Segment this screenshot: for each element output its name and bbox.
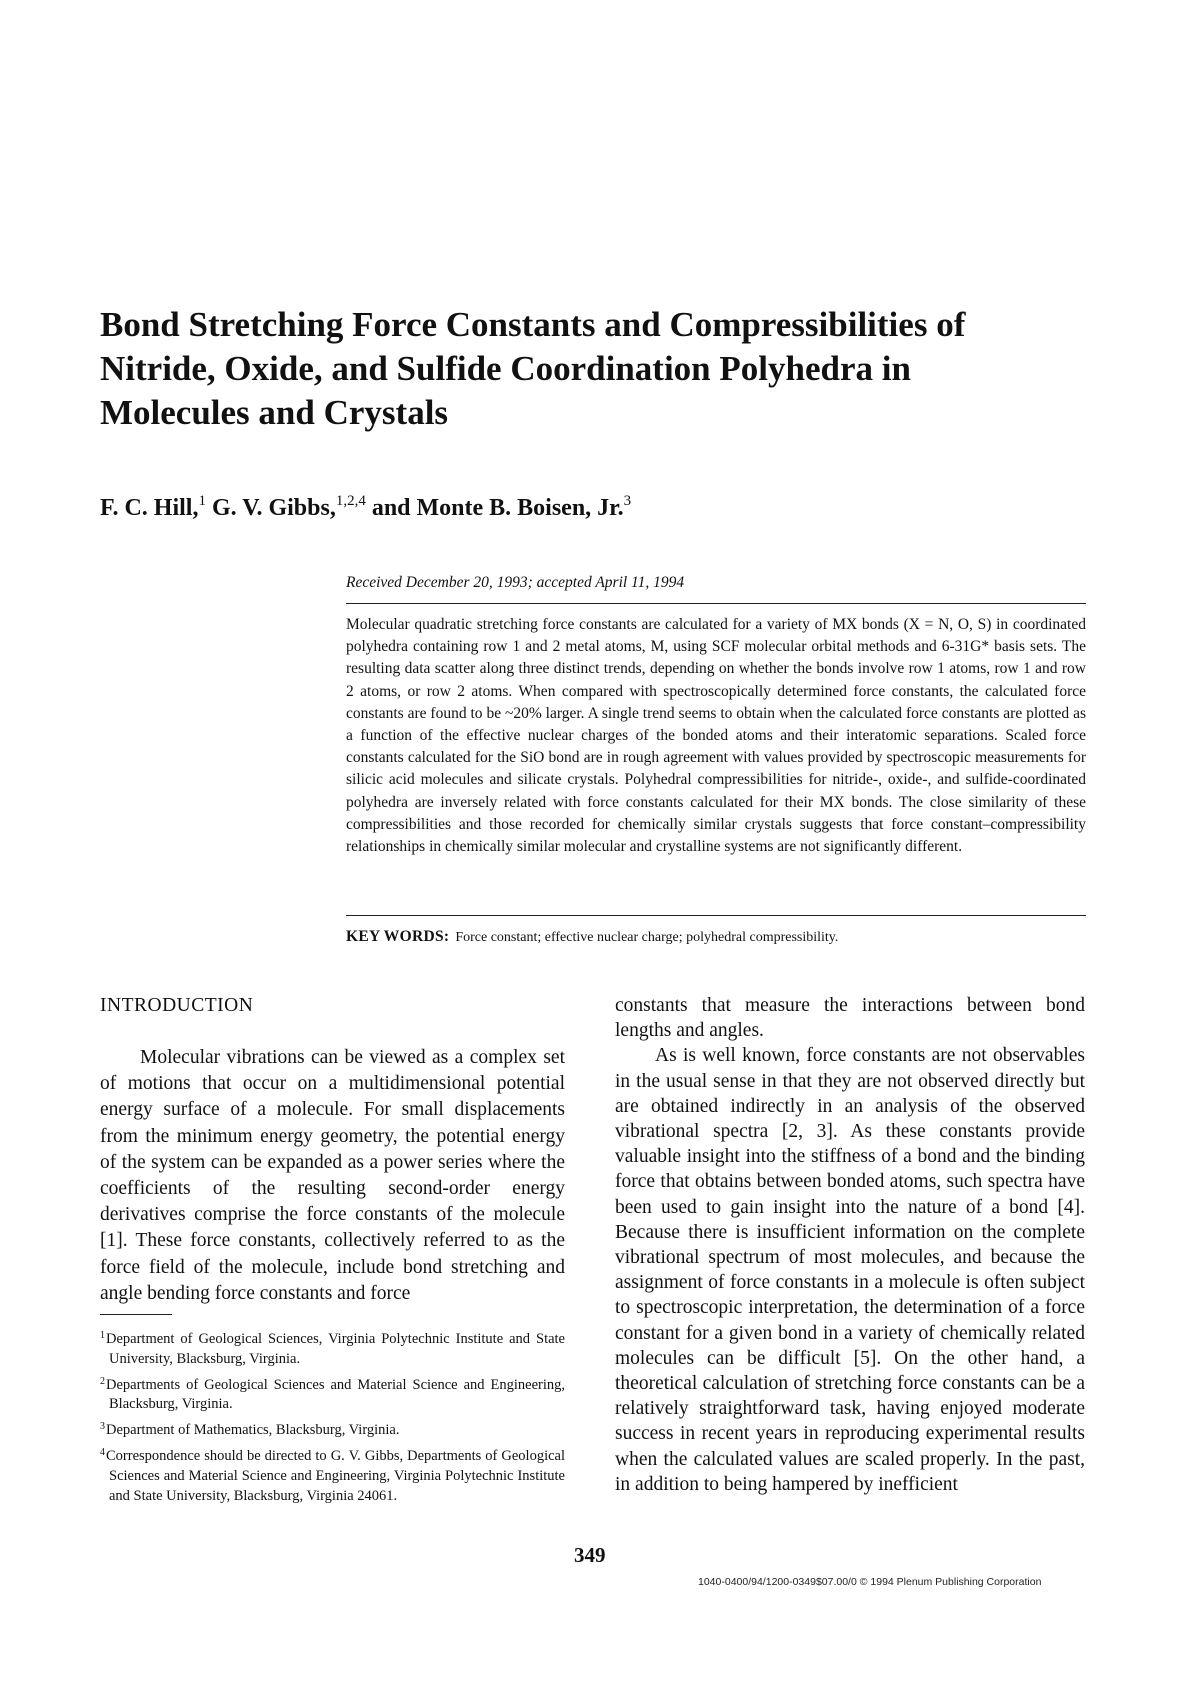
abstract: Molecular quadratic stretching force constants are calculated for a variety of MX bonds (X = N, O, S) in coordinated polyhedra containing row 1 and 2 metal atoms, M, using SCF molecular orbital methods and 6-31G* basis sets. The resulting data scatter along three distinct trends, depending on whether the bonds involve row 1 atoms, row 1 and row 2 atoms, or row 2 atoms. When compared with spectroscopically determined force constants, the calculated force constants are found to be ~20% larger. A single trend seems to obtain when the calculated force constants are plotted as a function of the effective nuclear charges of the bonded atoms and their interatomic separations. Scaled force constants calculated for the SiO bond are in rough agreement with values provided by spectroscopic measurements for silicic acid molecules and silicate crystals. Polyhedral compressibilities for nitride-, oxide-, and sulfide-coordinated polyhedra are inversely related with force constants calculated for their MX bonds. The close similarity of these compressibilities and those recorded for chemically similar crystals suggests that force constant–compressibility relationships in chemically similar molecular and crystalline systems are not significantly different. xyxy=(346,616,1086,856)
intro-paragraph: As is well known, force constants are not observables in the usual sense in that they are not observed directly but are obtained indirectly in an analysis of the observed vibrational spectra [2, 3]. As these constants provide valuable insight into the stiffness of a bond and the binding force that obtains between bonded atoms, such spectra have been used to gain insight into the nature of a bond [4]. Because there is insufficient information on the complete vibrational spectrum of most molecules, and because the assignment of force constants in a molecule is often subject to spectroscopic interpretation, the determination of a force constant for a given bond in a variety of chemically related molecules can be difficult [5]. On the other hand, a theoretical calculation of stretching force constants can be a relatively straightforward task, having enjoyed moderate success in recent years in reproducing experimental results when the calculated values are scaled properly. In the past, in addition to being hampered by inefficient xyxy=(615,1045,1085,1495)
copyright-line: 1040-0400/94/1200-0349$07.00/0 © 1994 Plenum Publishing Corporation xyxy=(698,1576,1042,1588)
page-number: 349 xyxy=(574,1543,606,1567)
keywords-text: Force constant; effective nuclear charge; polyhedral compressibility. xyxy=(455,930,839,945)
keywords xyxy=(346,928,838,946)
intro-right-column xyxy=(615,993,1085,1497)
footnote xyxy=(100,1326,565,1370)
footnote xyxy=(100,1372,565,1416)
intro-paragraph: constants that measure the interactions between bond lengths and angles. xyxy=(615,995,1085,1042)
affiliation-mark: 1 xyxy=(198,493,206,509)
intro-left-column: Molecular vibrations can be viewed as a complex set of motions that occur on a multidimensional potential energy surface of a molecule. For small displacements from the minimum energy geometry, the potential energy of the system can be expanded as a power series where the coefficients of the resulting second-order energy derivatives comprise the force constants of the molecule [1]. These force constants, collectively referred to as the force field of the molecule, include bond stretching and angle bending force constants and force xyxy=(100,1047,565,1304)
affiliation-mark: 1,2,4 xyxy=(335,493,366,509)
paper-title: Bond Stretching Force Constants and Compressibilities of Nitride, Oxide, and Sulfide Coordination Polyhedra in Molecules and Crystals xyxy=(100,305,966,432)
author-name: F. C. Hill, xyxy=(100,495,199,521)
footnote xyxy=(100,1443,565,1506)
received-dates: Received December 20, 1993; accepted April 11, 1994 xyxy=(346,574,685,591)
footnote-text: Department of Geological Sciences, Virginia Polytechnic Institute and State University, Blacksburg, Virginia. xyxy=(106,1331,565,1367)
footnote-mark: 3 xyxy=(100,1421,105,1433)
footnote-rule xyxy=(100,1314,172,1315)
footnotes xyxy=(100,1326,565,1508)
footnote-mark: 4 xyxy=(100,1446,105,1458)
keywords-label: KEY WORDS: xyxy=(346,928,450,945)
author-list xyxy=(100,493,631,522)
abstract-bottom-rule xyxy=(346,915,1086,916)
footnote xyxy=(100,1417,565,1441)
section-heading: INTRODUCTION xyxy=(100,995,254,1016)
footnote-text: Department of Mathematics, Blacksburg, Virginia. xyxy=(106,1422,400,1439)
author-name: G. V. Gibbs, xyxy=(211,495,336,521)
affiliation-mark: 3 xyxy=(623,493,632,509)
footnote-mark: 1 xyxy=(100,1330,105,1341)
footnote-mark: 2 xyxy=(100,1375,105,1387)
abstract-top-rule xyxy=(346,603,1086,604)
footnote-text: Correspondence should be directed to G. V. Gibbs, Departments of Geological Sciences and Material Science and Engineering, Virginia Polytechnic Institute and State University, Blacksburg, Virginia 24061. xyxy=(106,1447,565,1504)
footnote-text: Departments of Geological Sciences and Material Science and Engineering, Blacksburg, Virginia. xyxy=(106,1376,565,1413)
author-name: and Monte B. Boisen, Jr. xyxy=(371,495,624,521)
